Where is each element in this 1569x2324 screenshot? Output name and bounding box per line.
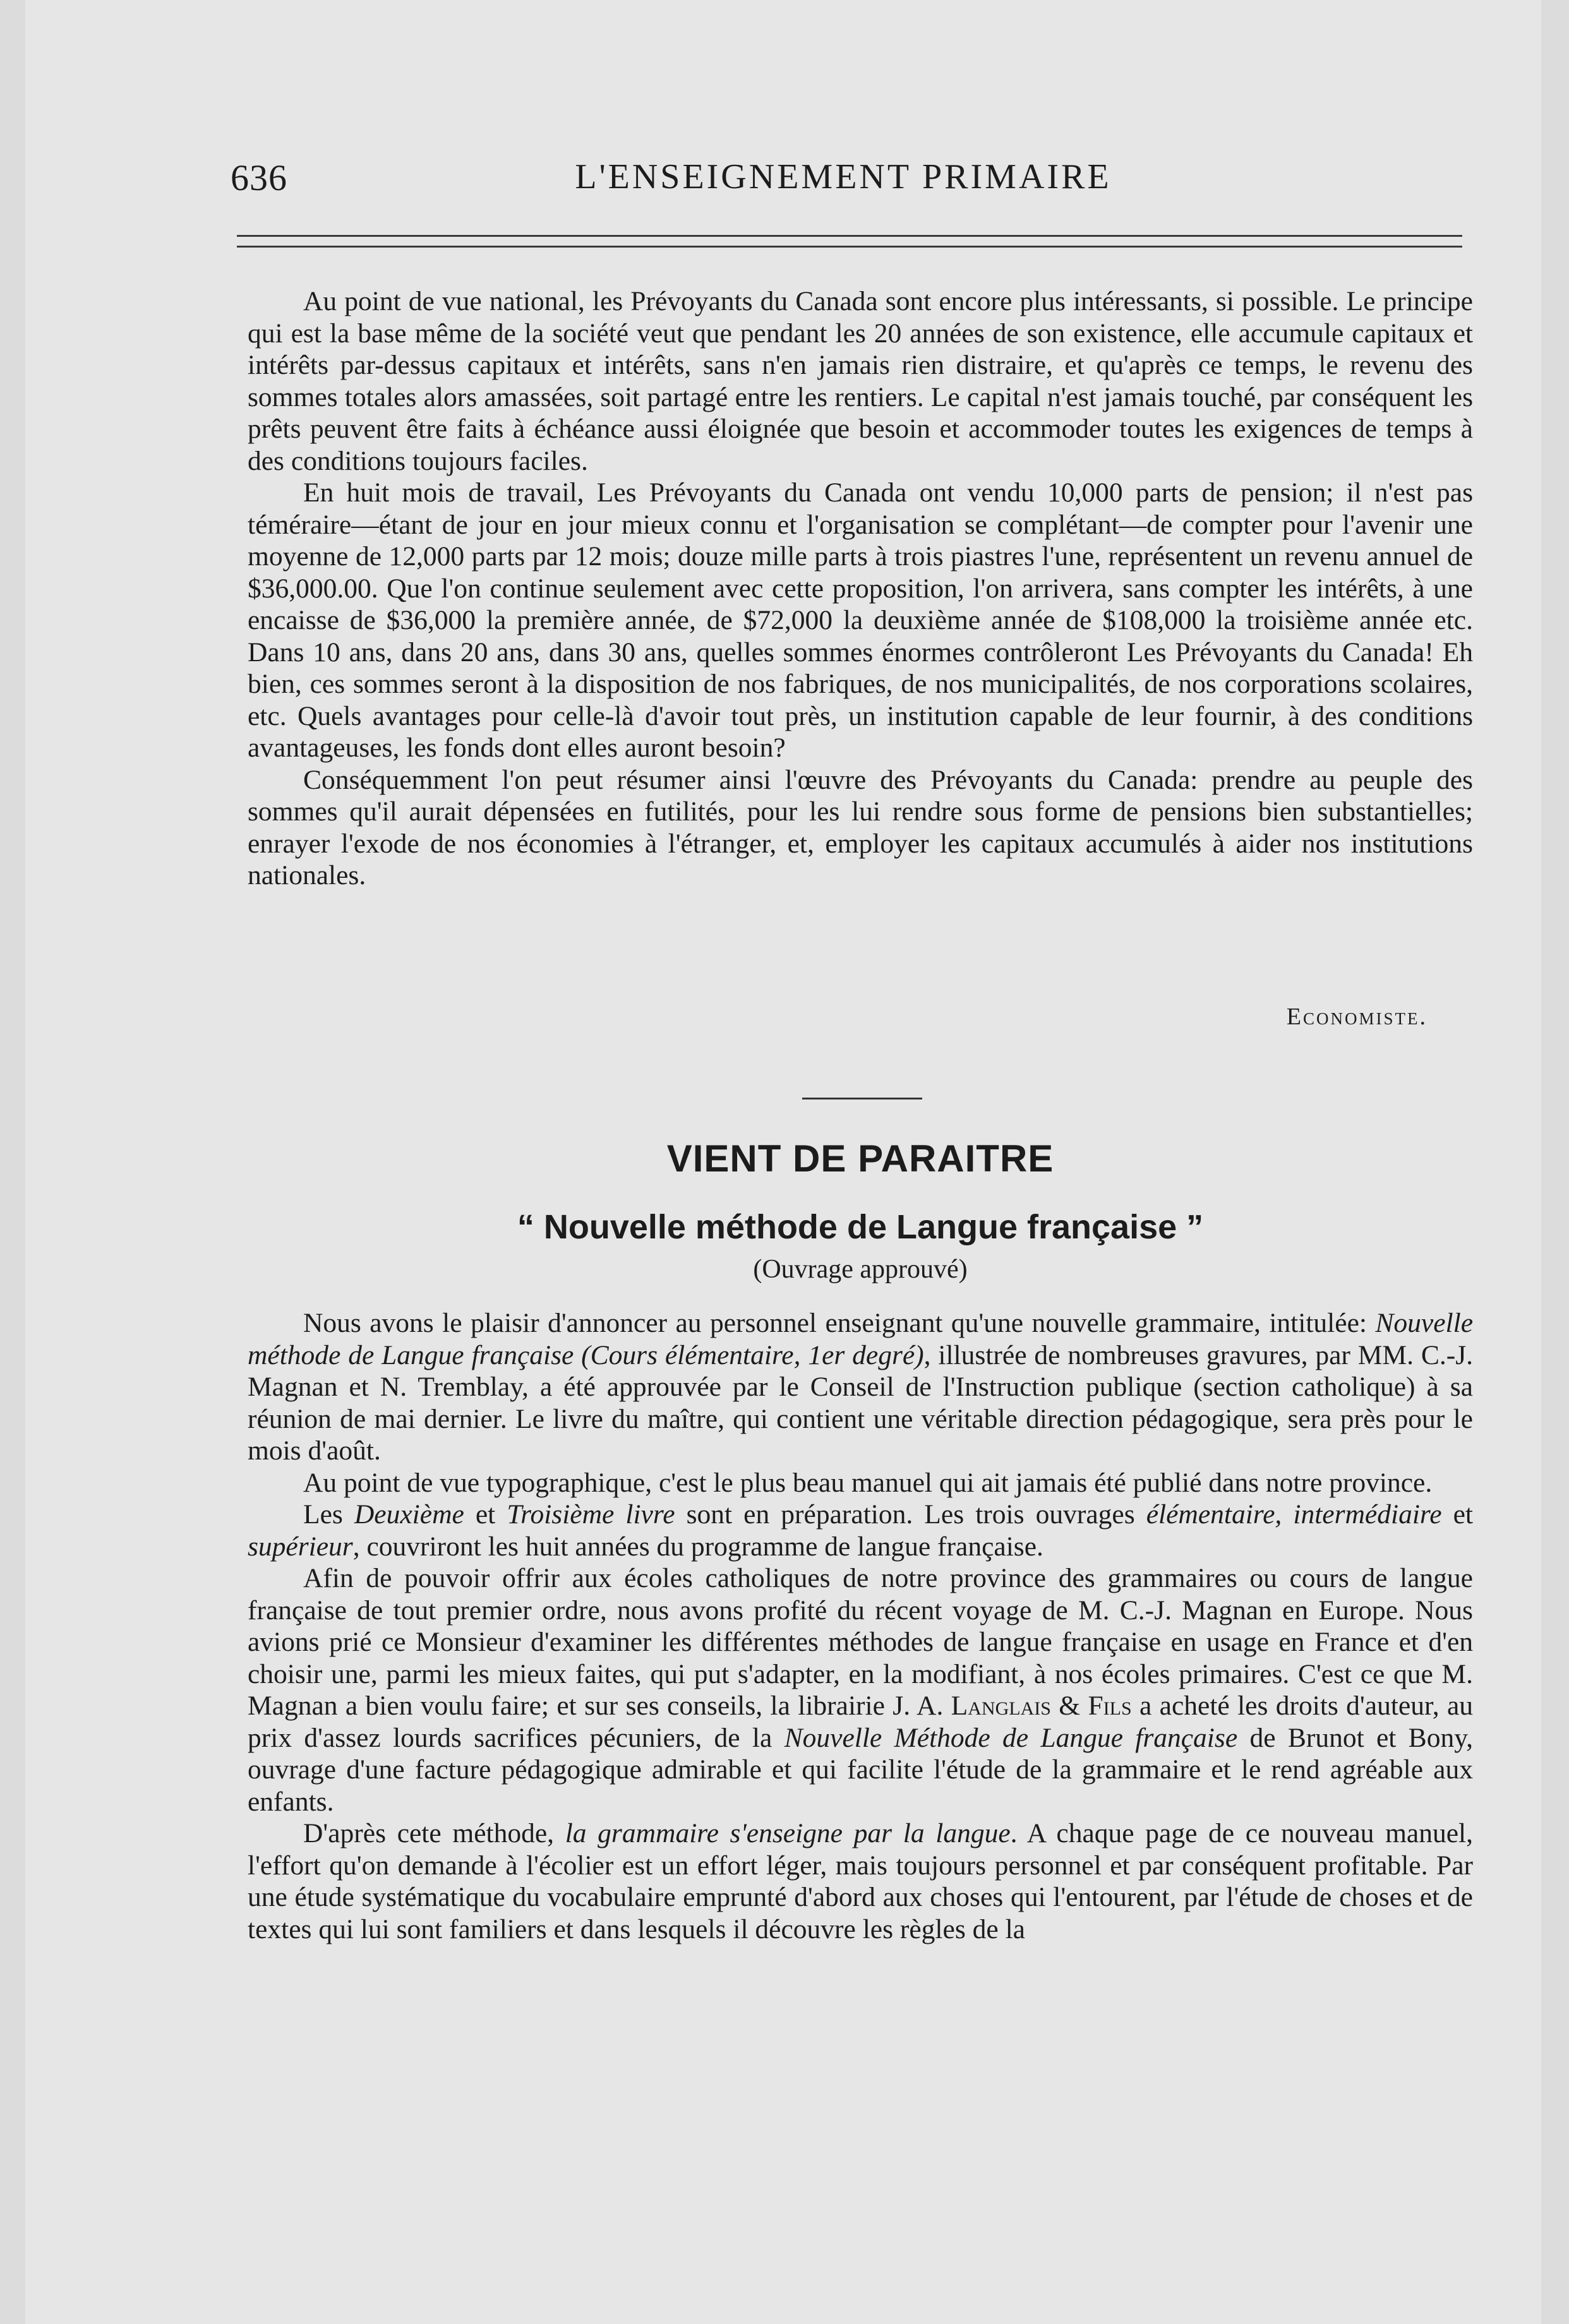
italic-run: Nouvelle Méthode de Langue française bbox=[784, 1722, 1238, 1753]
italic-run: la grammaire s'enseigne par la langue bbox=[565, 1818, 1011, 1848]
text-run: sont en préparation. Les trois ouvrages bbox=[675, 1499, 1146, 1530]
text-run: . A chaque page de ce nouveau manuel, l'effort qu'on demande à l'écolier est un effort léger, mais toujours personnel et par conséquent profitable. Par une étude systématique du vocabulaire emprunté d'abord aux choses qui l'entourent, par l'étude de choses et de textes qui lui sont familiers et dans lesquels il découvre les règles de la bbox=[248, 1818, 1473, 1944]
paragraph: Au point de vue national, les Prévoyants du Canada sont encore plus intéressants, si possible. Le principe qui est la base même de la société veut que pendant les 20 années de son existence, elle accumule capitaux et intérêts par-dessus capitaux et intérêts, sans n'en jamais rien distraire, et qu'après ce temps, le revenu des sommes totales alors amassées, soit partagé entre les rentiers. Le capital n'est jamais touché, par conséquent les prêts peuvent être faits à échéance aussi éloignée que besoin et accommoder toutes les exigences de temps à des conditions toujours faciles. bbox=[248, 286, 1473, 476]
text-run: Nous avons le plaisir d'annoncer au personnel enseignant qu'une nouvelle grammaire, intitulée: bbox=[303, 1308, 1376, 1338]
paragraph bbox=[248, 1818, 1473, 1945]
text-run: a acheté les droits d'auteur, au prix d'assez lourds sacrifices pécuniers, de la bbox=[248, 1691, 1473, 1753]
paragraph: Conséquemment l'on peut résumer ainsi l'œuvre des Prévoyants du Canada: prendre au peuple des sommes qu'il aurait dépensées en futilités, pour les lui rendre sous forme de pensions bien substantielles; enrayer l'exode de nos économies à l'étranger, et, employer les capitaux accumulés à aider nos institutions nationales. bbox=[248, 764, 1473, 890]
paragraph: En huit mois de travail, Les Prévoyants du Canada ont vendu 10,000 parts de pension; il n'est pas téméraire—étant de jour en jour mieux connu et l'organisation se complétant—de compter pour l'avenir une moyenne de 12,000 parts par 12 mois; douze mille parts à trois piastres l'une, représentent un revenu annuel de $36,000.00. Que l'on continue seulement avec cette proposition, l'on arrivera, sans compter les intérêts, à une encaisse de $36,000 la première année, de $72,000 la deuxième année de $108,000 la troisième année etc. Dans 10 ans, dans 20 ans, dans 30 ans, quelles sommes énormes contrôleront Les Prévoyants du Canada! Eh bien, ces sommes seront à la disposition de nos fabriques, de nos municipalités, de nos corporations scolaires, etc. Quels avantages pour celle-là d'avoir tout près, un institution capable de leur fournir, à des conditions avantageuses, les fonds dont elles auront besoin? bbox=[248, 477, 1473, 763]
publisher-name: Langlais & Fils bbox=[951, 1691, 1132, 1721]
header-rule bbox=[237, 235, 1462, 248]
italic-run: Deuxième bbox=[354, 1499, 464, 1530]
page-header bbox=[231, 157, 1456, 207]
book-title: “ Nouvelle méthode de Langue française ” bbox=[517, 1208, 1204, 1246]
running-title: L'ENSEIGNEMENT PRIMAIRE bbox=[575, 157, 1112, 196]
author-signature: Economiste. bbox=[1286, 1003, 1428, 1030]
section-heading: VIENT DE PARAITRE bbox=[666, 1137, 1054, 1180]
section-divider bbox=[802, 1098, 922, 1099]
text-run: Les bbox=[303, 1499, 354, 1530]
article-prevoyants bbox=[248, 285, 1473, 892]
text-run: D'après cete méthode, bbox=[303, 1818, 565, 1848]
text-run: de Brunot et Bony, ouvrage d'une facture pédagogique admirable et qui facilite l'étude de la grammaire et le rend agréable aux enfants. bbox=[248, 1722, 1473, 1817]
text-run: , illustrée de nombreuses gravures, par MM. C.-J. Magnan et N. Tremblay, a été approuvée par le Conseil de l'Instruction publique (section catholique) à sa réunion de mai dernier. Le livre du maître, qui contient une véritable direction pédagogique, sera près pour le mois d'août. bbox=[248, 1339, 1473, 1466]
text-run: , couvriront les huit années du programme de langue française. bbox=[352, 1531, 1043, 1562]
book-title-italic: Nouvelle méthode de Langue française (Cours élémentaire, 1er degré) bbox=[248, 1308, 1473, 1370]
page-number: 636 bbox=[231, 157, 287, 198]
italic-run: supérieur bbox=[248, 1531, 353, 1562]
italic-run: Troisième livre bbox=[507, 1499, 675, 1530]
text-run: et bbox=[1441, 1499, 1474, 1530]
paragraph: Au point de vue typographique, c'est le plus beau manuel qui ait jamais été publié dans notre province. bbox=[303, 1467, 1433, 1498]
article-nouvelle-methode bbox=[248, 1307, 1473, 1945]
paragraph bbox=[248, 1499, 1473, 1562]
italic-run: élémentaire, intermédiaire bbox=[1146, 1499, 1442, 1530]
paragraph bbox=[248, 1307, 1473, 1467]
text-run: Afin de pouvoir offrir aux écoles catholiques de notre province des grammaires ou cours de langue française de tout premier ordre, nous avons profité du récent voyage de M. C.-J. Magnan en Europe. Nous avions prié ce Monsieur d'examiner les différentes méthodes de langue française en usage en France et d'en choisir une, parmi les mieux faites, qui put s'adapter, en la modifiant, à nos écoles primaires. C'est ce que M. Magnan a bien voulu faire; et sur ses conseils, la librairie J. A. bbox=[248, 1563, 1473, 1721]
paragraph bbox=[248, 1562, 1473, 1818]
text-run: et bbox=[464, 1499, 507, 1530]
approval-note: (Ouvrage approuvé) bbox=[753, 1255, 968, 1284]
